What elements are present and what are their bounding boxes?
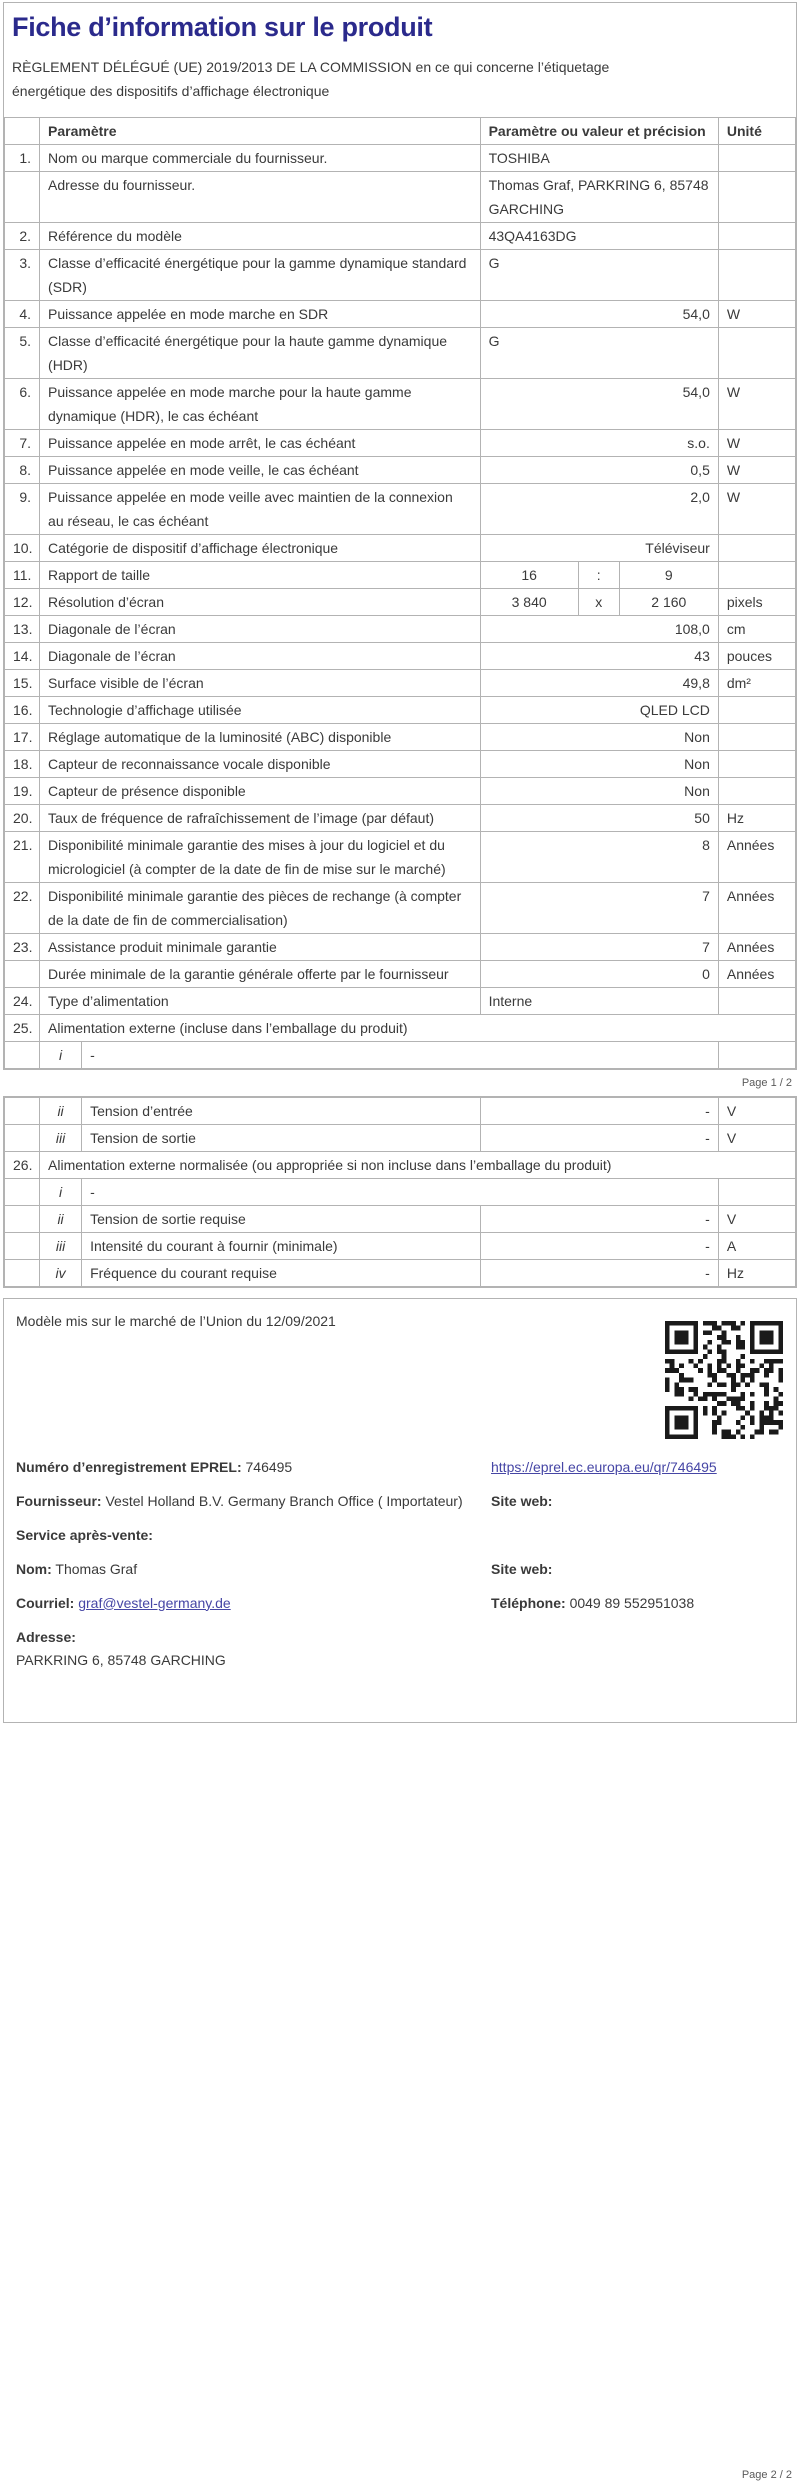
sub-index: ii — [40, 1097, 82, 1124]
row-number: 23. — [5, 933, 40, 960]
table-row — [5, 300, 796, 327]
table-row — [5, 327, 796, 378]
param-value: 54,0 — [480, 378, 718, 429]
unit-cell: Années — [718, 831, 795, 882]
market-date-text: Modèle mis sur le marché de l’Union du 12/09/2021 — [16, 1312, 336, 1329]
power-supply-table — [4, 1097, 796, 1287]
row-number — [5, 1124, 40, 1151]
row-number: 21. — [5, 831, 40, 882]
page2-sheet — [3, 1096, 797, 1288]
param-label: Capteur de reconnaissance vocale disponible — [40, 750, 481, 777]
value-part-1: 16 — [480, 561, 578, 588]
param-label: Disponibilité minimale garantie des pièces de rechange (à compter de la date de fin de commercialisation) — [40, 882, 481, 933]
website-label-1: Site web: — [491, 1492, 553, 1509]
unit-cell — [718, 327, 795, 378]
document-header — [4, 3, 796, 117]
param-label: Tension de sortie — [82, 1124, 480, 1151]
param-value: Non — [480, 777, 718, 804]
param-label: Taux de fréquence de rafraîchissement de l’image (par défaut) — [40, 804, 481, 831]
supplier-label: Fournisseur: — [16, 1492, 102, 1509]
row-number: 7. — [5, 429, 40, 456]
table-row — [5, 1151, 796, 1178]
table-row — [5, 483, 796, 534]
unit-cell — [718, 777, 795, 804]
unit-cell: Hz — [718, 1259, 795, 1286]
param-label: Tension d’entrée — [82, 1097, 480, 1124]
param-label: Surface visible de l’écran — [40, 669, 481, 696]
param-label: Assistance produit minimale garantie — [40, 933, 481, 960]
row-number — [5, 1232, 40, 1259]
name-value: Thomas Graf — [55, 1560, 138, 1577]
eprel-row — [16, 1457, 784, 1478]
supplier-row — [16, 1491, 784, 1512]
sub-index: i — [40, 1041, 82, 1068]
supplier-value: Vestel Holland B.V. Germany Branch Office ( Importateur) — [105, 1492, 463, 1509]
address-value: PARKRING 6, 85748 GARCHING — [16, 1651, 226, 1668]
table-row — [5, 561, 796, 588]
unit-cell — [718, 249, 795, 300]
param-value: 0,5 — [480, 456, 718, 483]
row-number — [5, 1097, 40, 1124]
product-fiche-document — [0, 2, 800, 2491]
param-label: Intensité du courant à fournir (minimale) — [82, 1232, 480, 1259]
unit-cell — [718, 561, 795, 588]
table-row — [5, 588, 796, 615]
unit-cell: W — [718, 378, 795, 429]
table-row — [5, 777, 796, 804]
after-sales-label: Service après-vente: — [16, 1526, 153, 1543]
row-number: 14. — [5, 642, 40, 669]
table-row — [5, 882, 796, 933]
unit-cell — [718, 987, 795, 1014]
header-unit: Unité — [718, 117, 795, 144]
row-number: 1. — [5, 144, 40, 171]
param-value: Non — [480, 723, 718, 750]
param-label: Type d’alimentation — [40, 987, 481, 1014]
row-number: 8. — [5, 456, 40, 483]
param-value: 50 — [480, 804, 718, 831]
param-value: G — [480, 327, 718, 378]
unit-cell — [718, 171, 795, 222]
param-value: Interne — [480, 987, 718, 1014]
param-label: Réglage automatique de la luminosité (ABC) disponible — [40, 723, 481, 750]
email-link[interactable]: graf@vestel-germany.de — [78, 1594, 231, 1611]
param-label: Classe d’efficacité énergétique pour la gamme dynamique standard (SDR) — [40, 249, 481, 300]
param-label: Rapport de taille — [40, 561, 481, 588]
table-row — [5, 1232, 796, 1259]
param-label: Fréquence du courant requise — [82, 1259, 480, 1286]
table-row — [5, 750, 796, 777]
unit-cell: dm² — [718, 669, 795, 696]
param-label: Puissance appelée en mode marche en SDR — [40, 300, 481, 327]
table-row — [5, 171, 796, 222]
row-number: 9. — [5, 483, 40, 534]
param-value: - — [82, 1178, 719, 1205]
email-label: Courriel: — [16, 1594, 75, 1611]
param-label: Technologie d’affichage utilisée — [40, 696, 481, 723]
param-value: - — [480, 1259, 718, 1286]
unit-cell: Années — [718, 933, 795, 960]
param-label: Capteur de présence disponible — [40, 777, 481, 804]
row-number: 5. — [5, 327, 40, 378]
sub-index: ii — [40, 1205, 82, 1232]
param-value: 7 — [480, 933, 718, 960]
value-part-1: 3 840 — [480, 588, 578, 615]
param-label: Durée minimale de la garantie générale offerte par le fournisseur — [40, 960, 481, 987]
table-row — [5, 144, 796, 171]
param-label: Puissance appelée en mode veille, le cas échéant — [40, 456, 481, 483]
row-number: 6. — [5, 378, 40, 429]
param-value: - — [82, 1041, 719, 1068]
param-label: Adresse du fournisseur. — [40, 171, 481, 222]
param-label: Puissance appelée en mode marche pour la haute gamme dynamique (HDR), le cas échéant — [40, 378, 481, 429]
eprel-contact-box — [3, 1298, 797, 1723]
unit-cell: pouces — [718, 642, 795, 669]
row-number: 13. — [5, 615, 40, 642]
unit-cell: W — [718, 456, 795, 483]
param-label: Classe d’efficacité énergétique pour la haute gamme dynamique (HDR) — [40, 327, 481, 378]
table-row — [5, 831, 796, 882]
unit-cell: A — [718, 1232, 795, 1259]
page-title: Fiche d’information sur le produit — [12, 12, 433, 42]
header-parameter: Paramètre — [40, 117, 481, 144]
sub-index: iii — [40, 1232, 82, 1259]
unit-cell — [718, 750, 795, 777]
param-value: QLED LCD — [480, 696, 718, 723]
table-row — [5, 534, 796, 561]
regulation-subtitle: RÈGLEMENT DÉLÉGUÉ (UE) 2019/2013 DE LA COMMISSION en ce qui concerne l’étiquetage énergétique des dispositifs d’affichage électronique — [12, 58, 610, 99]
table-header-row — [5, 117, 796, 144]
value-separator: x — [578, 588, 619, 615]
header-value: Paramètre ou valeur et précision — [480, 117, 718, 144]
eprel-link[interactable]: https://eprel.ec.europa.eu/qr/746495 — [491, 1458, 717, 1475]
unit-cell — [718, 222, 795, 249]
param-label: Catégorie de dispositif d’affichage électronique — [40, 534, 481, 561]
unit-cell: W — [718, 483, 795, 534]
table-row — [5, 933, 796, 960]
sub-index: iv — [40, 1259, 82, 1286]
address-row — [16, 1627, 784, 1671]
table-row — [5, 1041, 796, 1068]
param-value: - — [480, 1232, 718, 1259]
param-value: Non — [480, 750, 718, 777]
unit-cell — [718, 696, 795, 723]
unit-cell — [718, 534, 795, 561]
unit-cell — [718, 144, 795, 171]
page1-sheet — [3, 2, 797, 1070]
value-separator: : — [578, 561, 619, 588]
row-number: 19. — [5, 777, 40, 804]
value-part-2: 2 160 — [619, 588, 718, 615]
param-value: 43QA4163DG — [480, 222, 718, 249]
unit-cell: V — [718, 1124, 795, 1151]
param-value: 7 — [480, 882, 718, 933]
row-number: 10. — [5, 534, 40, 561]
table-row — [5, 669, 796, 696]
param-label: Diagonale de l’écran — [40, 642, 481, 669]
param-label: Puissance appelée en mode veille avec maintien de la connexion au réseau, le cas échéant — [40, 483, 481, 534]
row-number: 22. — [5, 882, 40, 933]
param-value: - — [480, 1205, 718, 1232]
product-parameters-table — [4, 117, 796, 1069]
param-label: Disponibilité minimale garantie des mises à jour du logiciel et du micrologiciel (à compter de la date de fin de mise sur le marché) — [40, 831, 481, 882]
row-number — [5, 171, 40, 222]
param-value: 8 — [480, 831, 718, 882]
row-number: 18. — [5, 750, 40, 777]
table-row — [5, 222, 796, 249]
param-label: Tension de sortie requise — [82, 1205, 480, 1232]
table-row — [5, 804, 796, 831]
param-label: Nom ou marque commerciale du fournisseur. — [40, 144, 481, 171]
unit-cell: cm — [718, 615, 795, 642]
table-row — [5, 723, 796, 750]
row-number: 12. — [5, 588, 40, 615]
value-part-2: 9 — [619, 561, 718, 588]
name-label: Nom: — [16, 1560, 52, 1577]
param-value: 2,0 — [480, 483, 718, 534]
phone-value: 0049 89 552951038 — [569, 1594, 695, 1611]
unit-cell: V — [718, 1097, 795, 1124]
unit-cell — [718, 1041, 795, 1068]
param-value: 43 — [480, 642, 718, 669]
param-value: Thomas Graf, PARKRING 6, 85748 GARCHING — [480, 171, 718, 222]
row-number: 17. — [5, 723, 40, 750]
table-row — [5, 1097, 796, 1124]
param-label-full: Alimentation externe (incluse dans l’emballage du produit) — [40, 1014, 796, 1041]
param-value: 108,0 — [480, 615, 718, 642]
website-label-2: Site web: — [491, 1560, 553, 1577]
qr-code — [665, 1321, 783, 1439]
row-number — [5, 1259, 40, 1286]
table-row — [5, 429, 796, 456]
table-row — [5, 696, 796, 723]
row-number — [5, 1178, 40, 1205]
table-row — [5, 456, 796, 483]
param-value: 0 — [480, 960, 718, 987]
row-number: 26. — [5, 1151, 40, 1178]
eprel-value: 746495 — [245, 1458, 293, 1475]
param-value: - — [480, 1097, 718, 1124]
row-number — [5, 1041, 40, 1068]
unit-cell: Années — [718, 882, 795, 933]
param-value: Téléviseur — [480, 534, 718, 561]
table-row — [5, 1205, 796, 1232]
param-value: - — [480, 1124, 718, 1151]
table-row — [5, 378, 796, 429]
row-number: 15. — [5, 669, 40, 696]
row-number: 16. — [5, 696, 40, 723]
param-label: Diagonale de l’écran — [40, 615, 481, 642]
sub-index: iii — [40, 1124, 82, 1151]
unit-cell: pixels — [718, 588, 795, 615]
param-value: G — [480, 249, 718, 300]
row-number: 24. — [5, 987, 40, 1014]
row-number: 11. — [5, 561, 40, 588]
phone-label: Téléphone: — [491, 1594, 566, 1611]
eprel-label: Numéro d’enregistrement EPREL: — [16, 1458, 242, 1475]
unit-cell: Années — [718, 960, 795, 987]
header-number-cell — [5, 117, 40, 144]
row-number: 3. — [5, 249, 40, 300]
row-number: 4. — [5, 300, 40, 327]
sub-index: i — [40, 1178, 82, 1205]
service-name-row — [16, 1559, 784, 1580]
table-row — [5, 987, 796, 1014]
table-row — [5, 1259, 796, 1286]
page2-footer: Page 2 / 2 — [741, 2469, 792, 2481]
table-row — [5, 1178, 796, 1205]
param-label: Résolution d’écran — [40, 588, 481, 615]
row-number — [5, 1205, 40, 1232]
address-label: Adresse: — [16, 1628, 76, 1645]
table-row — [5, 615, 796, 642]
row-number: 25. — [5, 1014, 40, 1041]
unit-cell: W — [718, 300, 795, 327]
table-row — [5, 1124, 796, 1151]
unit-cell — [718, 723, 795, 750]
param-label: Référence du modèle — [40, 222, 481, 249]
unit-cell: V — [718, 1205, 795, 1232]
table-row — [5, 249, 796, 300]
row-number: 2. — [5, 222, 40, 249]
table-row — [5, 960, 796, 987]
param-value: 54,0 — [480, 300, 718, 327]
after-sales-row — [16, 1525, 784, 1546]
param-value: TOSHIBA — [480, 144, 718, 171]
unit-cell: Hz — [718, 804, 795, 831]
page1-footer: Page 1 / 2 — [741, 1076, 792, 1089]
param-value: s.o. — [480, 429, 718, 456]
table-row — [5, 642, 796, 669]
unit-cell — [718, 1178, 795, 1205]
param-label-full: Alimentation externe normalisée (ou appropriée si non incluse dans l’emballage du produit) — [40, 1151, 796, 1178]
email-phone-row — [16, 1593, 784, 1614]
param-label: Puissance appelée en mode arrêt, le cas échéant — [40, 429, 481, 456]
row-number: 20. — [5, 804, 40, 831]
unit-cell: W — [718, 429, 795, 456]
row-number — [5, 960, 40, 987]
param-value: 49,8 — [480, 669, 718, 696]
table-row — [5, 1014, 796, 1041]
